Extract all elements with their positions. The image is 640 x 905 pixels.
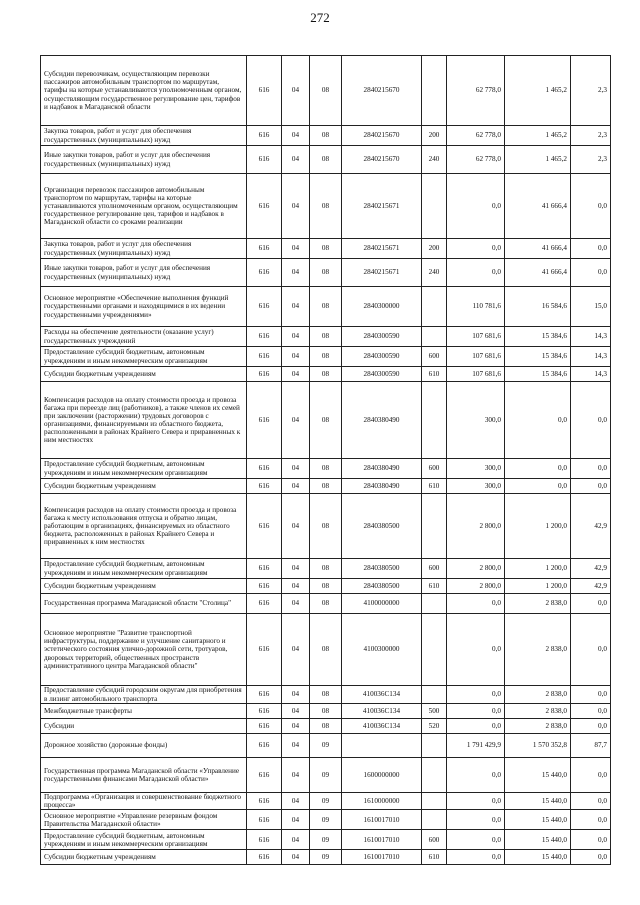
row-rz: 04 — [282, 704, 310, 719]
table-row — [41, 686, 611, 704]
row-pct: 87,7 — [571, 734, 611, 758]
row-fact: 1 465,2 — [505, 146, 571, 174]
row-plan: 62 778,0 — [447, 146, 505, 174]
row-ved: 616 — [247, 239, 282, 259]
row-pct: 0,0 — [571, 174, 611, 239]
row-pct: 0,0 — [571, 239, 611, 259]
row-fact: 1 200,0 — [505, 559, 571, 579]
row-rz: 04 — [282, 367, 310, 382]
row-csr: 2840300590 — [342, 367, 422, 382]
row-plan: 0,0 — [447, 704, 505, 719]
row-pr: 08 — [310, 56, 342, 126]
table-row — [41, 850, 611, 865]
row-vr — [422, 594, 447, 614]
row-plan: 107 681,6 — [447, 327, 505, 347]
row-rz: 04 — [282, 239, 310, 259]
row-ved: 616 — [247, 367, 282, 382]
row-rz: 04 — [282, 579, 310, 594]
row-csr: 410036С134 — [342, 686, 422, 704]
row-plan: 300,0 — [447, 479, 505, 494]
row-rz: 04 — [282, 830, 310, 850]
row-plan: 0,0 — [447, 594, 505, 614]
row-csr: 2840215670 — [342, 146, 422, 174]
row-fact: 1 465,2 — [505, 56, 571, 126]
row-name: Компенсация расходов на оплату стоимости проезда и провоза багажа к месту использования отпуска и обратно лицам, работающим в организациях, финансируемых из областного бюджета, расположенных в районах Крайнего Севера и приравненных к ним местностях — [41, 494, 247, 559]
row-name: Предоставление субсидий бюджетным, автономным учреждениям и иным некоммерческим организациям — [41, 347, 247, 367]
row-csr: 2840300590 — [342, 327, 422, 347]
row-rz: 04 — [282, 259, 310, 287]
table-row — [41, 367, 611, 382]
row-fact: 1 200,0 — [505, 579, 571, 594]
row-csr: 2840300000 — [342, 287, 422, 327]
row-csr: 1610017010 — [342, 810, 422, 830]
row-name: Субсидии перевозчикам, осуществляющим перевозки пассажиров автомобильным транспортом по маршрутам, тарифы на которые устанавливаются уполномоченным органом, осуществляющим государственное регулирование цен, тарифов и надбавок в Магаданской области — [41, 56, 247, 126]
row-vr: 610 — [422, 579, 447, 594]
row-vr: 600 — [422, 559, 447, 579]
row-rz: 04 — [282, 287, 310, 327]
row-pr: 08 — [310, 146, 342, 174]
row-pr: 09 — [310, 793, 342, 810]
row-rz: 04 — [282, 479, 310, 494]
row-pr: 09 — [310, 830, 342, 850]
row-vr — [422, 614, 447, 686]
row-csr: 2840380500 — [342, 559, 422, 579]
table-row — [41, 479, 611, 494]
row-pr: 08 — [310, 174, 342, 239]
row-rz: 04 — [282, 382, 310, 459]
row-name: Основное мероприятие "Развитие транспортной инфраструктуры, поддержание и улучшение санитарного и эстетического состояния улично-дорожной сети, тротуаров, дворовых территорий, общественных пространств административного центра Магаданской области" — [41, 614, 247, 686]
row-plan: 300,0 — [447, 459, 505, 479]
row-ved: 616 — [247, 594, 282, 614]
row-vr — [422, 287, 447, 327]
row-pr: 08 — [310, 367, 342, 382]
row-name: Подпрограмма «Организация и совершенствование бюджетного процесса» — [41, 793, 247, 810]
row-fact: 15 440,0 — [505, 810, 571, 830]
row-csr: 2840215670 — [342, 126, 422, 146]
row-name: Иные закупки товаров, работ и услуг для обеспечения государственных (муниципальных) нужд — [41, 259, 247, 287]
row-pr: 09 — [310, 734, 342, 758]
row-name: Основное мероприятие «Обеспечение выполнения функций государственными органами и находящимися в их ведении государственными учреждениями» — [41, 287, 247, 327]
row-ved: 616 — [247, 579, 282, 594]
row-pct: 0,0 — [571, 382, 611, 459]
row-csr — [342, 734, 422, 758]
table-row — [41, 494, 611, 559]
row-plan: 1 791 429,9 — [447, 734, 505, 758]
row-ved: 616 — [247, 382, 282, 459]
row-pct: 0,0 — [571, 704, 611, 719]
row-csr: 1610017010 — [342, 830, 422, 850]
row-fact: 0,0 — [505, 479, 571, 494]
table-row — [41, 287, 611, 327]
row-plan: 0,0 — [447, 850, 505, 865]
row-ved: 616 — [247, 479, 282, 494]
row-fact: 16 584,6 — [505, 287, 571, 327]
row-csr: 4100300000 — [342, 614, 422, 686]
table-row — [41, 146, 611, 174]
row-csr: 1610000000 — [342, 793, 422, 810]
row-csr: 2840380490 — [342, 382, 422, 459]
row-name: Компенсация расходов на оплату стоимости проезда и провоза багажа при переезде лиц (работников), а также членов их семей при заключении (расторжении) трудовых договоров с организациями, финансируемыми из областного бюджета, расположенными в районах Крайнего Севера и приравненных к ним местностях — [41, 382, 247, 459]
row-vr: 520 — [422, 719, 447, 734]
row-fact: 2 838,0 — [505, 686, 571, 704]
row-rz: 04 — [282, 850, 310, 865]
row-fact: 0,0 — [505, 459, 571, 479]
row-pct: 15,0 — [571, 287, 611, 327]
row-name: Дорожное хозяйство (дорожные фонды) — [41, 734, 247, 758]
row-ved: 616 — [247, 259, 282, 287]
row-plan: 0,0 — [447, 793, 505, 810]
row-vr — [422, 734, 447, 758]
row-rz: 04 — [282, 594, 310, 614]
row-vr: 200 — [422, 239, 447, 259]
row-pr: 08 — [310, 704, 342, 719]
row-fact: 41 666,4 — [505, 259, 571, 287]
row-plan: 0,0 — [447, 174, 505, 239]
row-ved: 616 — [247, 719, 282, 734]
row-pr: 08 — [310, 259, 342, 287]
row-fact: 15 384,6 — [505, 367, 571, 382]
row-name: Расходы на обеспечение деятельности (оказание услуг) государственных учреждений — [41, 327, 247, 347]
row-csr: 410036С134 — [342, 704, 422, 719]
row-name: Субсидии бюджетным учреждениям — [41, 850, 247, 865]
row-rz: 04 — [282, 126, 310, 146]
row-vr — [422, 494, 447, 559]
row-rz: 04 — [282, 494, 310, 559]
row-pct: 0,0 — [571, 719, 611, 734]
table-row — [41, 579, 611, 594]
row-ved: 616 — [247, 494, 282, 559]
row-pr: 08 — [310, 686, 342, 704]
table-row — [41, 719, 611, 734]
row-pr: 08 — [310, 579, 342, 594]
row-plan: 2 800,0 — [447, 494, 505, 559]
row-name: Предоставление субсидий бюджетным, автономным учреждениям и иным некоммерческим организациям — [41, 459, 247, 479]
budget-table — [40, 55, 611, 865]
row-ved: 616 — [247, 704, 282, 719]
table-row — [41, 259, 611, 287]
row-ved: 616 — [247, 614, 282, 686]
row-ved: 616 — [247, 174, 282, 239]
row-vr — [422, 382, 447, 459]
row-csr: 2840215671 — [342, 259, 422, 287]
row-ved: 616 — [247, 758, 282, 793]
row-vr: 200 — [422, 126, 447, 146]
row-fact: 15 440,0 — [505, 850, 571, 865]
row-pr: 09 — [310, 758, 342, 793]
row-plan: 0,0 — [447, 686, 505, 704]
row-name: Государственная программа Магаданской области «Управление государственными финансами Магаданской области» — [41, 758, 247, 793]
row-pct: 14,3 — [571, 347, 611, 367]
row-plan: 62 778,0 — [447, 126, 505, 146]
row-ved: 616 — [247, 126, 282, 146]
row-vr — [422, 758, 447, 793]
row-pr: 08 — [310, 327, 342, 347]
row-plan: 62 778,0 — [447, 56, 505, 126]
row-ved: 616 — [247, 850, 282, 865]
row-vr: 600 — [422, 347, 447, 367]
row-name: Субсидии — [41, 719, 247, 734]
row-pct: 2,3 — [571, 146, 611, 174]
row-vr — [422, 327, 447, 347]
row-pr: 08 — [310, 239, 342, 259]
row-rz: 04 — [282, 719, 310, 734]
row-vr: 610 — [422, 479, 447, 494]
row-pct: 42,9 — [571, 494, 611, 559]
row-fact: 2 838,0 — [505, 594, 571, 614]
row-plan: 0,0 — [447, 614, 505, 686]
row-pct: 0,0 — [571, 793, 611, 810]
row-vr: 500 — [422, 704, 447, 719]
row-vr: 600 — [422, 830, 447, 850]
row-vr — [422, 56, 447, 126]
table-row — [41, 459, 611, 479]
row-name: Субсидии бюджетным учреждениям — [41, 579, 247, 594]
row-name: Государственная программа Магаданской области "Столица" — [41, 594, 247, 614]
table-row — [41, 239, 611, 259]
row-fact: 2 838,0 — [505, 704, 571, 719]
row-fact: 1 570 352,8 — [505, 734, 571, 758]
row-csr: 2840380500 — [342, 494, 422, 559]
row-vr: 610 — [422, 367, 447, 382]
table-row — [41, 704, 611, 719]
table-row — [41, 559, 611, 579]
row-plan: 300,0 — [447, 382, 505, 459]
row-rz: 04 — [282, 347, 310, 367]
table-row — [41, 830, 611, 850]
row-pr: 08 — [310, 126, 342, 146]
row-pr: 08 — [310, 719, 342, 734]
row-plan: 0,0 — [447, 239, 505, 259]
row-fact: 2 838,0 — [505, 719, 571, 734]
row-name: Предоставление субсидий бюджетным, автономным учреждениям и иным некоммерческим организациям — [41, 830, 247, 850]
row-fact: 1 200,0 — [505, 494, 571, 559]
row-pct: 0,0 — [571, 758, 611, 793]
row-pct: 14,3 — [571, 327, 611, 347]
row-pct: 0,0 — [571, 479, 611, 494]
row-ved: 616 — [247, 686, 282, 704]
row-pct: 0,0 — [571, 459, 611, 479]
row-vr: 240 — [422, 259, 447, 287]
row-csr: 2840215670 — [342, 56, 422, 126]
row-ved: 616 — [247, 793, 282, 810]
row-plan: 0,0 — [447, 719, 505, 734]
row-rz: 04 — [282, 810, 310, 830]
row-vr — [422, 686, 447, 704]
row-name: Предоставление субсидий городским округам для приобретения в лизинг автомобильного транспорта — [41, 686, 247, 704]
row-rz: 04 — [282, 459, 310, 479]
row-name: Основное мероприятие «Управление резервным фондом Правительства Магаданской области» — [41, 810, 247, 830]
row-csr: 2840380490 — [342, 479, 422, 494]
row-vr: 610 — [422, 850, 447, 865]
row-plan: 2 800,0 — [447, 559, 505, 579]
row-fact: 15 440,0 — [505, 758, 571, 793]
row-rz: 04 — [282, 174, 310, 239]
row-ved: 616 — [247, 146, 282, 174]
row-pr: 08 — [310, 614, 342, 686]
row-vr: 240 — [422, 146, 447, 174]
row-name: Субсидии бюджетным учреждениям — [41, 367, 247, 382]
row-name: Закупка товаров, работ и услуг для обеспечения государственных (муниципальных) нужд — [41, 126, 247, 146]
row-pct: 0,0 — [571, 850, 611, 865]
row-pct: 0,0 — [571, 810, 611, 830]
row-ved: 616 — [247, 459, 282, 479]
row-vr — [422, 793, 447, 810]
row-ved: 616 — [247, 559, 282, 579]
row-name: Закупка товаров, работ и услуг для обеспечения государственных (муниципальных) нужд — [41, 239, 247, 259]
row-pct: 42,9 — [571, 559, 611, 579]
row-pct: 2,3 — [571, 126, 611, 146]
row-vr — [422, 174, 447, 239]
row-ved: 616 — [247, 347, 282, 367]
row-pct: 14,3 — [571, 367, 611, 382]
row-csr: 4100000000 — [342, 594, 422, 614]
table-row — [41, 734, 611, 758]
row-fact: 2 838,0 — [505, 614, 571, 686]
row-csr: 2840380500 — [342, 579, 422, 594]
row-ved: 616 — [247, 287, 282, 327]
row-ved: 616 — [247, 327, 282, 347]
row-rz: 04 — [282, 734, 310, 758]
row-pr: 08 — [310, 287, 342, 327]
row-pct: 0,0 — [571, 614, 611, 686]
table-row — [41, 174, 611, 239]
row-pr: 08 — [310, 479, 342, 494]
row-ved: 616 — [247, 734, 282, 758]
row-plan: 110 781,6 — [447, 287, 505, 327]
row-rz: 04 — [282, 327, 310, 347]
row-pr: 08 — [310, 459, 342, 479]
table-row — [41, 347, 611, 367]
row-name: Предоставление субсидий бюджетным, автономным учреждениям и иным некоммерческим организациям — [41, 559, 247, 579]
row-fact: 41 666,4 — [505, 174, 571, 239]
row-pct: 0,0 — [571, 830, 611, 850]
row-csr: 2840215671 — [342, 174, 422, 239]
row-name: Иные закупки товаров, работ и услуг для обеспечения государственных (муниципальных) нужд — [41, 146, 247, 174]
row-rz: 04 — [282, 614, 310, 686]
page-number: 272 — [310, 10, 330, 25]
row-fact: 15 384,6 — [505, 347, 571, 367]
row-fact: 0,0 — [505, 382, 571, 459]
row-csr: 2840380490 — [342, 459, 422, 479]
row-fact: 15 384,6 — [505, 327, 571, 347]
row-csr: 1610017010 — [342, 850, 422, 865]
row-plan: 0,0 — [447, 758, 505, 793]
row-plan: 0,0 — [447, 830, 505, 850]
table-row — [41, 793, 611, 810]
row-pr: 08 — [310, 347, 342, 367]
row-rz: 04 — [282, 559, 310, 579]
row-ved: 616 — [247, 810, 282, 830]
row-vr — [422, 810, 447, 830]
row-rz: 04 — [282, 758, 310, 793]
row-plan: 2 800,0 — [447, 579, 505, 594]
row-plan: 107 681,6 — [447, 367, 505, 382]
table-row — [41, 810, 611, 830]
table-row — [41, 758, 611, 793]
row-vr: 600 — [422, 459, 447, 479]
row-pr: 09 — [310, 850, 342, 865]
row-ved: 616 — [247, 56, 282, 126]
row-rz: 04 — [282, 56, 310, 126]
row-plan: 0,0 — [447, 259, 505, 287]
table-row — [41, 382, 611, 459]
row-csr: 2840300590 — [342, 347, 422, 367]
table-row — [41, 327, 611, 347]
row-pr: 08 — [310, 382, 342, 459]
row-pr: 09 — [310, 810, 342, 830]
row-name: Межбюджетные трансферты — [41, 704, 247, 719]
row-pct: 0,0 — [571, 259, 611, 287]
row-pct: 0,0 — [571, 594, 611, 614]
row-fact: 15 440,0 — [505, 793, 571, 810]
table-row — [41, 614, 611, 686]
row-rz: 04 — [282, 686, 310, 704]
row-pr: 08 — [310, 494, 342, 559]
row-name: Организация перевозок пассажиров автомобильным транспортом по маршрутам, тарифы на которые устанавливаются уполномоченным органом, осуществляющим государственное регулирование цен, тарифов и надбавок в Магаданской области со сроками реализации — [41, 174, 247, 239]
row-pct: 42,9 — [571, 579, 611, 594]
row-pct: 2,3 — [571, 56, 611, 126]
row-pr: 08 — [310, 559, 342, 579]
row-fact: 15 440,0 — [505, 830, 571, 850]
table-row — [41, 56, 611, 126]
row-csr: 410036С134 — [342, 719, 422, 734]
row-fact: 1 465,2 — [505, 126, 571, 146]
row-ved: 616 — [247, 830, 282, 850]
table-row — [41, 126, 611, 146]
row-fact: 41 666,4 — [505, 239, 571, 259]
row-plan: 107 681,6 — [447, 347, 505, 367]
row-rz: 04 — [282, 146, 310, 174]
row-csr: 1600000000 — [342, 758, 422, 793]
row-csr: 2840215671 — [342, 239, 422, 259]
row-name: Субсидии бюджетным учреждениям — [41, 479, 247, 494]
row-plan: 0,0 — [447, 810, 505, 830]
row-pct: 0,0 — [571, 686, 611, 704]
row-pr: 08 — [310, 594, 342, 614]
table-row — [41, 594, 611, 614]
row-rz: 04 — [282, 793, 310, 810]
